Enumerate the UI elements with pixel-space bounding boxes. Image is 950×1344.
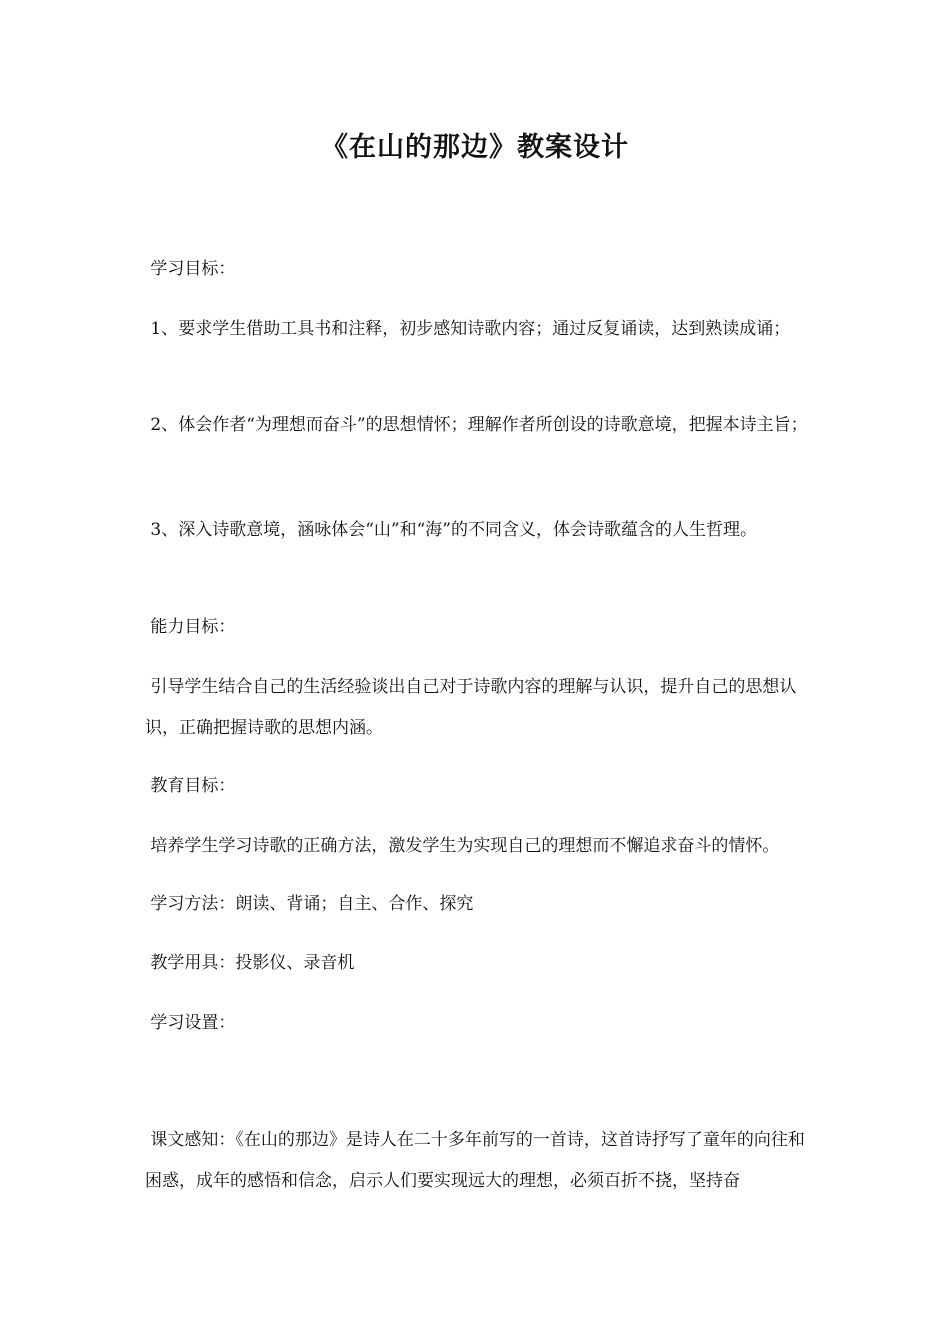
text-perception: 课文感知：《在山的那边》是诗人在二十多年前写的一首诗，这首诗抒写了童年的向往和困惑，成年的感悟和信念，启示人们要实现远大的理想，必须百折不挠，坚持奋 bbox=[145, 1130, 805, 1191]
ability-goal-text: 引导学生结合自己的生活经验谈出自己对于诗歌内容的理解与认识，提升自己的思想认识，正确把握诗歌的思想内涵。 bbox=[145, 677, 797, 738]
learning-goal-1: 1、要求学生借助工具书和注释，初步感知诗歌内容；通过反复诵读，达到熟读成诵； bbox=[145, 319, 791, 339]
teaching-tools: 教学用具：投影仪、录音机 bbox=[145, 953, 355, 973]
education-goal-text: 培养学生学习诗歌的正确方法，激发学生为实现自己的理想而不懈追求奋斗的情怀。 bbox=[145, 836, 780, 856]
learning-goal-2: 2、体会作者“为理想而奋斗”的思想情怀；理解作者所创设的诗歌意境，把握本诗主旨； bbox=[145, 415, 808, 435]
document-title: 《在山的那边》教案设计 bbox=[321, 132, 629, 163]
learning-goal-3: 3、深入诗歌意境，涵咏体会“山”和“海”的不同含义，体会诗歌蕴含的人生哲理。 bbox=[145, 520, 757, 540]
heading-ability-goals: 能力目标： bbox=[145, 617, 236, 637]
learning-methods: 学习方法：朗读、背诵；自主、合作、探究 bbox=[145, 894, 474, 914]
heading-learning-setup: 学习设置： bbox=[145, 1013, 236, 1033]
heading-learning-goals: 学习目标： bbox=[145, 259, 236, 279]
heading-education-goals: 教育目标： bbox=[145, 776, 236, 796]
